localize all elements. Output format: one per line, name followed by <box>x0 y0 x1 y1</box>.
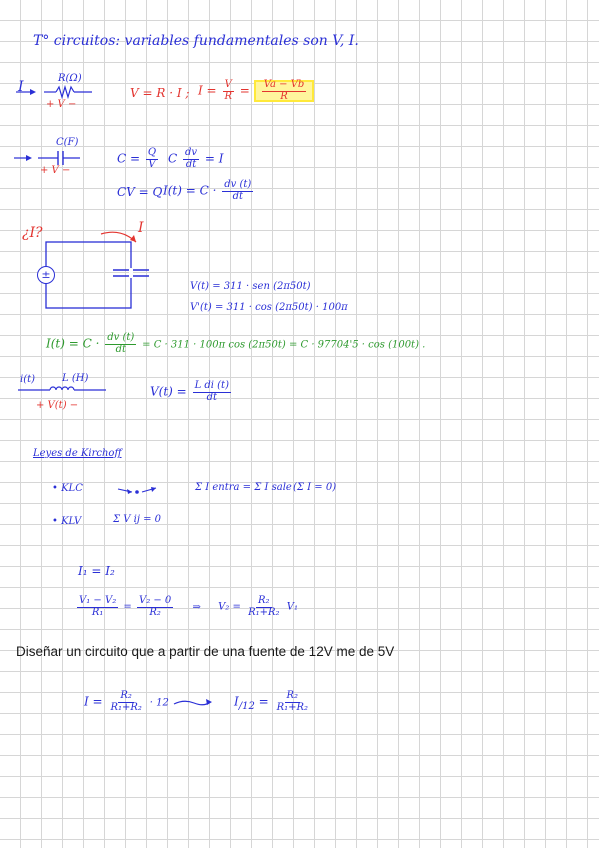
circuit-question: ¿I? <box>22 225 43 241</box>
design-den2: R₁+R₂ <box>276 701 309 713</box>
ohm-law: V = R · I ; <box>130 86 190 100</box>
deriv-frac1-num: V₁ − V₂ <box>79 595 117 606</box>
current-formula-eq: = <box>239 83 250 98</box>
current-equation <box>46 333 425 355</box>
current-frac-num: V <box>224 79 232 90</box>
resistor-label: R(Ω) <box>58 73 82 84</box>
deriv-frac3-num: R₂ <box>258 595 270 606</box>
design-lhs2: I <box>234 694 239 709</box>
design-lhs: I = <box>84 694 103 709</box>
design-lhs2-sub: /12 <box>238 700 255 712</box>
inductor-current-label: i(t) <box>20 374 36 385</box>
highlighted-formula <box>254 80 315 102</box>
design-formula-1 <box>84 691 169 713</box>
design-num: R₂ <box>120 690 132 701</box>
it-lhs: I(t) = C · <box>163 183 217 198</box>
deriv-v-lhs: V₂ = <box>218 601 241 613</box>
c-den: V <box>148 158 156 170</box>
klc-note: (Σ I = 0) <box>293 482 337 493</box>
cdv-den: dt <box>185 158 197 170</box>
circuit-current-label: I <box>138 220 144 236</box>
capacitor-polarity: + V − <box>40 165 71 176</box>
page-title: T° circuitos: variables fundamentales son V, I. <box>33 33 359 49</box>
capacitance-formula <box>117 148 160 170</box>
c-num: Q <box>147 147 157 158</box>
resistor-current-label: I <box>18 79 24 95</box>
kirchhoff-heading: Leyes de Kirchoff <box>33 448 122 459</box>
current-eq-lhs: I(t) = C · <box>46 336 100 351</box>
charge-formula: CV = Q <box>117 185 163 199</box>
node-arrows-icon <box>118 484 158 500</box>
implies-arrow-icon: ⇒ <box>192 601 201 613</box>
inductor-lhs: V(t) = <box>150 384 187 399</box>
deriv-frac2-den: R₂ <box>149 606 161 618</box>
it-num: dv (t) <box>224 179 252 190</box>
current-eq-den: dt <box>115 343 126 355</box>
design-mult: · 12 <box>149 697 169 709</box>
cdv-num: dv <box>185 147 198 158</box>
voltage-line-1: V(t) = 311 · sen (2π50t) <box>190 281 311 292</box>
klc-equation: Σ I entra = Σ I sale <box>195 482 292 493</box>
inductor-label: L (H) <box>62 373 89 384</box>
voltage-source-icon: ± <box>37 266 55 284</box>
resistor-polarity: + V − <box>46 99 77 110</box>
design-num2: R₂ <box>286 690 299 701</box>
c-lhs: C = <box>117 151 141 166</box>
design-eq2: = <box>258 694 269 709</box>
it-den: dt <box>232 190 243 202</box>
design-prompt: Diseñar un circuito que a partir de una fuente de 12V me de 5V <box>16 644 395 659</box>
klv-label: • KLV <box>52 516 82 527</box>
klv-equation: Σ V ij = 0 <box>113 514 162 525</box>
deriv-eq: = <box>123 601 132 613</box>
inductor-formula <box>150 381 233 403</box>
circuit-diagram <box>36 220 166 310</box>
current-eq-rhs: = C · 311 · 100π cos (2π50t) = C · 97704'5 · cos (100t) . <box>142 339 426 351</box>
current-eq-num: dv (t) <box>107 332 135 343</box>
current-formula <box>198 80 314 102</box>
current-formula-lhs: I = <box>198 83 217 98</box>
klc-label: • KLC <box>52 483 83 494</box>
deriv-frac3-den: R₁+R₂ <box>248 606 280 618</box>
highlight-den: R <box>280 90 288 102</box>
cdv-rhs: = I <box>204 151 224 166</box>
cdv-lhs: C <box>168 151 178 166</box>
divider-derivation <box>75 596 298 618</box>
deriv-frac2-num: V₂ − 0 <box>138 595 172 606</box>
highlight-num: Va − Vb <box>263 79 305 90</box>
current-frac-den: R <box>224 90 232 102</box>
inductor-polarity: + V(t) − <box>36 400 79 411</box>
long-arrow-icon <box>174 697 214 709</box>
capacitor-label: C(F) <box>56 137 79 148</box>
design-den: R₁+R₂ <box>110 701 142 713</box>
inductor-den: dt <box>206 391 217 403</box>
deriv-v-rhs: V₁ <box>286 601 298 613</box>
voltage-line-2: V'(t) = 311 · cos (2π50t) · 100π <box>190 302 348 313</box>
inductor-symbol <box>18 383 108 397</box>
capacitor-current-formula <box>168 148 224 170</box>
design-formula-2 <box>234 691 312 713</box>
inductor-num: L di (t) <box>194 380 229 391</box>
current-equality: I₁ = I₂ <box>78 564 115 578</box>
deriv-frac1-den: R₁ <box>91 606 104 618</box>
it-formula <box>163 180 255 202</box>
